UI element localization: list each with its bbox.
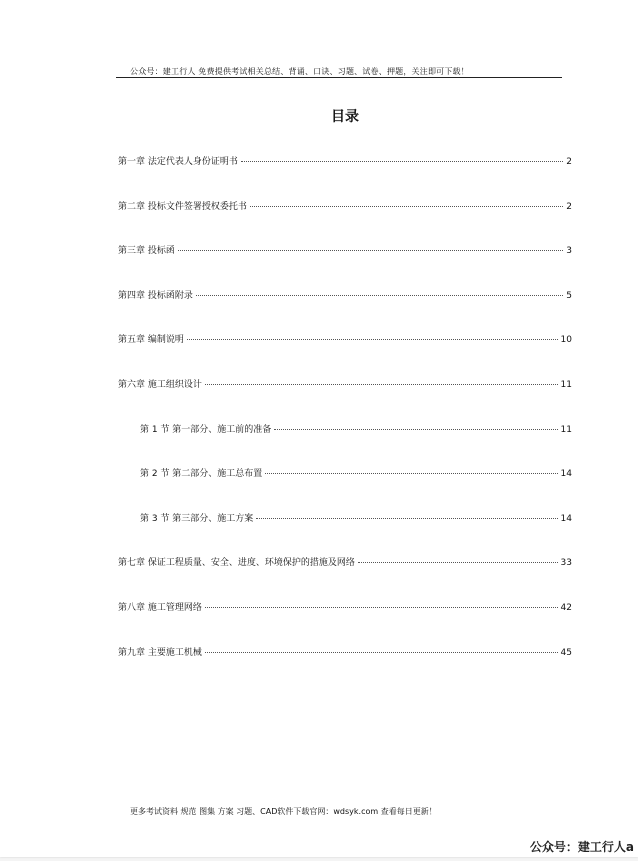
toc-dot-leader xyxy=(205,652,558,653)
toc-entry-label: 第四章 投标函附录 xyxy=(118,290,193,301)
toc-entry-label: 第七章 保证工程质量、安全、进度、环境保护的措施及网络 xyxy=(118,558,355,569)
toc-entry[interactable] xyxy=(140,466,572,479)
toc-entry-page-number: 2 xyxy=(566,157,572,167)
toc-entry-label: 第 1 节 第一部分、施工前的准备 xyxy=(140,424,272,435)
toc-entry[interactable] xyxy=(118,199,572,212)
toc-dot-leader xyxy=(178,250,563,251)
toc-entry-page-number: 2 xyxy=(566,201,572,212)
page-footer: 更多考试资料 规范 图集 方案 习题、CAD软件下载官网：wdsyk.com 查看每日更新！ xyxy=(130,807,437,816)
toc-entry-label: 第九章 主要施工机械 xyxy=(118,647,202,658)
watermark-text: 公众号：建工行人a xyxy=(529,840,634,854)
toc-dot-leader xyxy=(187,339,558,340)
toc-entry[interactable] xyxy=(118,332,572,345)
toc-entry[interactable] xyxy=(118,645,572,658)
toc-entry-label: 第 3 节 第三部分、施工方案 xyxy=(140,513,254,524)
toc-dot-leader xyxy=(196,295,563,296)
toc-dot-leader xyxy=(256,518,557,519)
toc-entry-page-number: 14 xyxy=(560,469,572,480)
toc-entry-page-number: 11 xyxy=(560,380,572,390)
toc-entry-label: 第八章 施工管理网络 xyxy=(118,603,202,613)
toc-entry[interactable] xyxy=(118,154,572,167)
toc-entry-page-number: 14 xyxy=(560,513,572,524)
toc-entry-page-number: 33 xyxy=(560,558,572,569)
toc-entry-page-number: 42 xyxy=(560,603,572,613)
toc-entry-label: 第六章 施工组织设计 xyxy=(118,380,202,390)
toc-dot-leader xyxy=(241,161,563,162)
toc-entry-label: 第三章 投标函 xyxy=(118,246,175,257)
toc-dot-leader xyxy=(205,607,558,608)
toc-entry-label: 第二章 投标文件签署授权委托书 xyxy=(118,201,247,212)
toc-entry[interactable] xyxy=(118,288,572,301)
toc-title: 目录 xyxy=(331,109,359,125)
toc-entry[interactable] xyxy=(118,555,572,568)
toc-entry-page-number: 10 xyxy=(560,335,572,346)
toc-dot-leader xyxy=(205,384,558,385)
toc-entry[interactable] xyxy=(140,511,572,524)
toc-dot-leader xyxy=(265,473,557,474)
toc-dot-leader xyxy=(358,562,558,563)
toc-entry[interactable] xyxy=(118,243,572,256)
toc-entry[interactable] xyxy=(118,600,572,613)
toc-entry[interactable] xyxy=(118,377,572,390)
toc-entry-label: 第 2 节 第二部分、施工总布置 xyxy=(140,469,263,480)
toc-entry-page-number: 5 xyxy=(566,290,572,301)
page-header: 公众号：建工行人 免费提供考试相关总结、背诵、口诀、习题、试卷、押题，关注即可下载！ xyxy=(130,67,469,76)
header-rule xyxy=(116,77,562,78)
toc-entry-label: 第五章 编制说明 xyxy=(118,335,184,346)
toc-entry-page-number: 45 xyxy=(560,647,572,658)
toc-entry-page-number: 3 xyxy=(566,246,572,257)
toc-entry-label: 第一章 法定代表人身份证明书 xyxy=(118,157,238,167)
toc-entry-page-number: 11 xyxy=(560,424,572,435)
toc-entry[interactable] xyxy=(140,422,572,435)
toc-dot-leader xyxy=(274,429,557,430)
toc-dot-leader xyxy=(250,206,563,207)
